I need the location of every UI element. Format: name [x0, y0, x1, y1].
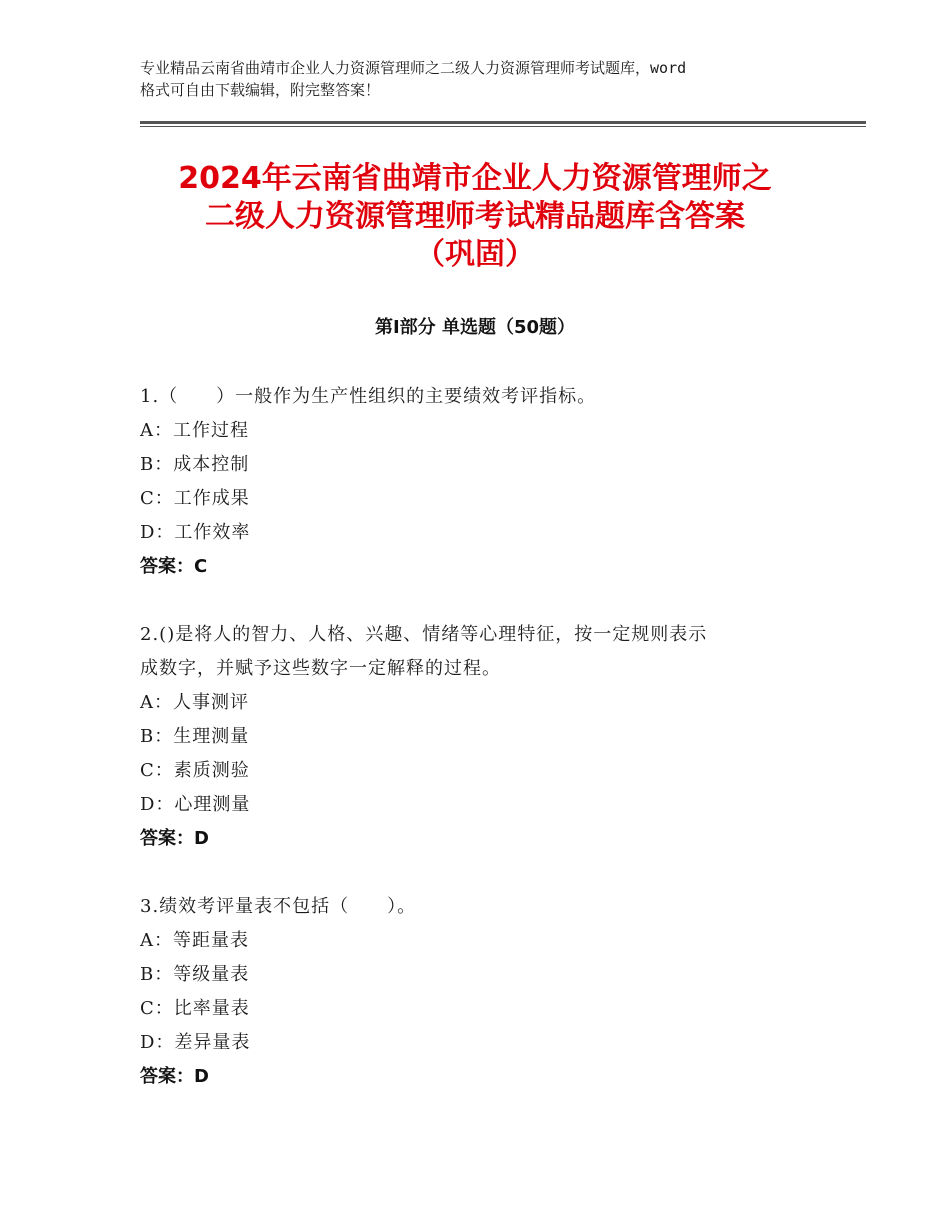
document-title [100, 160, 850, 274]
option-b: B：生理测量 [140, 726, 250, 747]
question-2 [140, 618, 820, 856]
answer: 答案：D [140, 1066, 209, 1087]
question-spacer [140, 856, 820, 890]
question-list [140, 380, 820, 1094]
question-spacer [140, 584, 820, 618]
title-line-2: 二级人力资源管理师考试精品题库含答案 [205, 199, 745, 234]
option-c: C：素质测验 [140, 760, 250, 781]
option-b: B：成本控制 [140, 454, 250, 475]
header-rule-thick [140, 121, 866, 124]
question-1 [140, 380, 820, 584]
option-a: A：工作过程 [140, 420, 249, 441]
question-stem: 1.（ ）一般作为生产性组织的主要绩效考评指标。 [140, 386, 597, 407]
header-note-line-1: 专业精品云南省曲靖市企业人力资源管理师之二级人力资源管理师考试题库，word [140, 59, 687, 77]
question-stem: 2.()是将人的智力、人格、兴趣、情绪等心理特征，按一定规则表示 [140, 624, 708, 645]
question-3 [140, 890, 820, 1094]
answer: 答案：D [140, 828, 209, 849]
header-note-line-2: 格式可自由下载编辑，附完整答案！ [140, 81, 381, 99]
header-rule-thin [140, 126, 866, 127]
option-a: A：等距量表 [140, 930, 249, 951]
option-c: C：工作成果 [140, 488, 250, 509]
title-line-1: 2024年云南省曲靖市企业人力资源管理师之 [178, 161, 772, 196]
answer: 答案：C [140, 556, 208, 577]
option-d: D：差异量表 [140, 1032, 251, 1053]
option-c: C：比率量表 [140, 998, 250, 1019]
option-b: B：等级量表 [140, 964, 250, 985]
header-note [140, 57, 830, 101]
option-a: A：人事测评 [140, 692, 249, 713]
option-d: D：工作效率 [140, 522, 251, 543]
option-d: D：心理测量 [140, 794, 251, 815]
question-stem: 3.绩效考评量表不包括（ ）。 [140, 896, 417, 917]
section-heading: 第Ⅰ部分 单选题（50题） [374, 317, 575, 338]
question-stem-continued: 成数字，并赋予这些数字一定解释的过程。 [140, 658, 501, 679]
title-line-3: （巩固） [415, 237, 535, 272]
